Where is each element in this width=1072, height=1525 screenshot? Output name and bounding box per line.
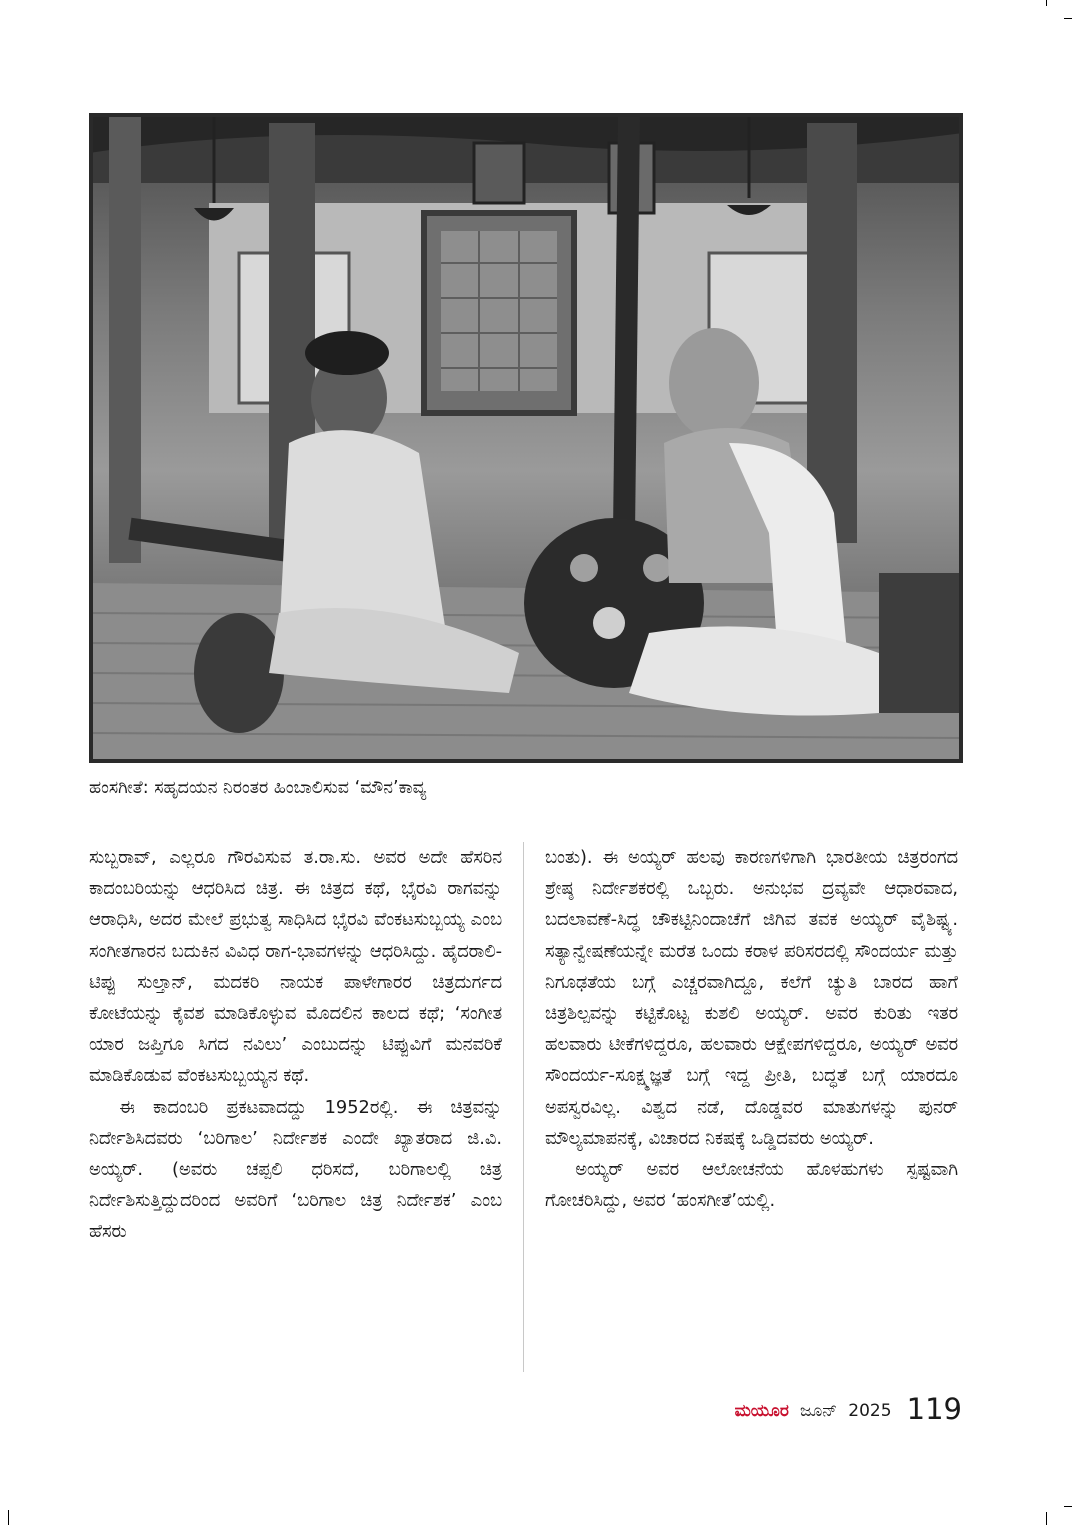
paragraph: ಅಯ್ಯರ್ ಅವರ ಆಲೋಚನೆಯ ಹೊಳಹುಗಳು ಸ್ಪಷ್ಟವಾಗಿ ಗೋಚರಿಸಿದ್ದು, ಅವರ ‘ಹಂಸಗೀತೆ’ಯಲ್ಲಿ.: [545, 1159, 958, 1212]
photo-caption: ಹಂಸಗೀತೆ: ಸಹೃದಯನ ನಿರಂತರ ಹಿಂಬಾಲಿಸುವ ‘ಮೌನ’ಕಾವ್ಯ: [89, 778, 427, 798]
issue-month: ಜೂನ್: [799, 1401, 838, 1421]
film-still-photo: [89, 113, 963, 763]
photo-icon: [89, 113, 963, 763]
paragraph: ಸುಬ್ಬರಾವ್, ಎಲ್ಲರೂ ಗೌರವಿಸುವ ತ.ರಾ.ಸು. ಅವರ ಅದೇ ಹೆಸರಿನ ಕಾದಂಬರಿಯನ್ನು ಆಧರಿಸಿದ ಚಿತ್ರ. ಈ ಚಿತ್ರದ ಕಥೆ, ಭೈರವಿ ರಾಗವನ್ನು ಆರಾಧಿಸಿ, ಅದರ ಮೇಲೆ ಪ್ರಭುತ್ವ ಸಾಧಿಸಿದ ಭೈರವಿ ವೆಂಕಟಸುಬ್ಬಯ್ಯ ಎಂಬ ಸಂಗೀತಗಾರನ ಬದುಕಿನ ವಿವಿಧ ರಾಗ-ಭಾವಗಳನ್ನು ಆಧರಿಸಿದ್ದು. ಹೈದರಾಲಿ-ಟಿಪ್ಪು ಸುಲ್ತಾನ್, ಮದಕರಿ ನಾಯಕ ಪಾಳೇಗಾರರ ಚಿತ್ರದುರ್ಗದ ಕೋಟೆಯನ್ನು ಕೈವಶ ಮಾಡಿಕೊಳ್ಳುವ ಮೊದಲಿನ ಕಾಲದ ಕಥೆ; ‘ಸಂಗೀತ ಯಾರ ಜಪ್ತಿಗೂ ಸಿಗದ ನವಿಲು’ ಎಂಬುದನ್ನು ಟಿಪ್ಪುವಿಗೆ ಮನವರಿಕೆ ಮಾಡಿಕೊಡುವ ವೆಂಕಟಸುಬ್ಬಯ್ಯನ ಕಥೆ.: [89, 847, 502, 1087]
magazine-logo: ಮಯೂರ: [734, 1401, 789, 1421]
paragraph: ಬಂತು). ಈ ಅಯ್ಯರ್ ಹಲವು ಕಾರಣಗಳಿಗಾಗಿ ಭಾರತೀಯ ಚಿತ್ರರಂಗದ ಶ್ರೇಷ್ಠ ನಿರ್ದೇಶಕರಲ್ಲಿ ಒಬ್ಬರು. ಅನುಭವ ದ್ರವ್ಯವೇ ಆಧಾರವಾದ, ಬದಲಾವಣೆ-ಸಿದ್ಧ ಚೌಕಟ್ಟಿನಿಂದಾಚೆಗೆ ಜಿಗಿವ ತವಕ ಅಯ್ಯರ್ ವೈಶಿಷ್ಟ್ಯ. ಸತ್ಯಾನ್ವೇಷಣೆಯನ್ನೇ ಮರೆತ ಒಂದು ಕರಾಳ ಪರಿಸರದಲ್ಲಿ ಸೌಂದರ್ಯ ಮತ್ತು ನಿಗೂಢತೆಯ ಬಗ್ಗೆ ಎಚ್ಚರವಾಗಿದ್ದೂ, ಕಲೆಗೆ ಚ್ಯುತಿ ಬಾರದ ಹಾಗೆ ಚಿತ್ರಶಿಲ್ಪವನ್ನು ಕಟ್ಟಿಕೊಟ್ಟ ಕುಶಲಿ ಅಯ್ಯರ್. ಅವರ ಕುರಿತು ಇತರ ಹಲವಾರು ಟೀಕೆಗಳಿದ್ದರೂ, ಹಲವಾರು ಆಕ್ಷೇಪಗಳಿದ್ದರೂ, ಅಯ್ಯರ್ ಅವರ ಸೌಂದರ್ಯ-ಸೂಕ್ಷ್ಮಜ್ಞತೆ ಬಗ್ಗೆ ಇದ್ದ ಪ್ರೀತಿ, ಬದ್ಧತೆ ಬಗ್ಗೆ ಯಾರದೂ ಅಪಸ್ವರವಿಲ್ಲ. ವಿಶ್ವದ ನಡೆ, ದೊಡ್ಡವರ ಮಾತುಗಳನ್ನು ಪುನರ್ ಮೌಲ್ಯಮಾಪನಕ್ಕೆ, ವಿಚಾರದ ನಿಕಷಕ್ಕೆ ಒಡ್ಡಿದವರು ಅಯ್ಯರ್.: [545, 847, 958, 1149]
crop-mark: [1046, 0, 1047, 6]
column-divider: [523, 842, 524, 1372]
page-footer: [735, 1392, 962, 1426]
crop-mark: [1064, 1506, 1072, 1507]
article-column-right: [545, 842, 958, 1216]
issue-year: 2025: [848, 1401, 892, 1421]
crop-mark: [1064, 18, 1072, 19]
paragraph: ಈ ಕಾದಂಬರಿ ಪ್ರಕಟವಾದದ್ದು 1952ರಲ್ಲಿ. ಈ ಚಿತ್ರವನ್ನು ನಿರ್ದೇಶಿಸಿದವರು ‘ಬರಿಗಾಲ’ ನಿರ್ದೇಶಕ ಎಂದೇ ಖ್ಯಾತರಾದ ಜಿ.ವಿ. ಅಯ್ಯರ್. (ಅವರು ಚಪ್ಪಲಿ ಧರಿಸದೆ, ಬರಿಗಾಲಲ್ಲಿ ಚಿತ್ರ ನಿರ್ದೇಶಿಸುತ್ತಿದ್ದುದರಿಂದ ಅವರಿಗೆ ‘ಬರಿಗಾಲ ಚಿತ್ರ ನಿರ್ದೇಶಕ’ ಎಂಬ ಹೆಸರು: [89, 1096, 502, 1243]
crop-mark: [8, 1510, 9, 1525]
page-number: 119: [906, 1392, 962, 1426]
article-column-left: [89, 842, 502, 1248]
crop-mark: [1046, 1512, 1047, 1525]
